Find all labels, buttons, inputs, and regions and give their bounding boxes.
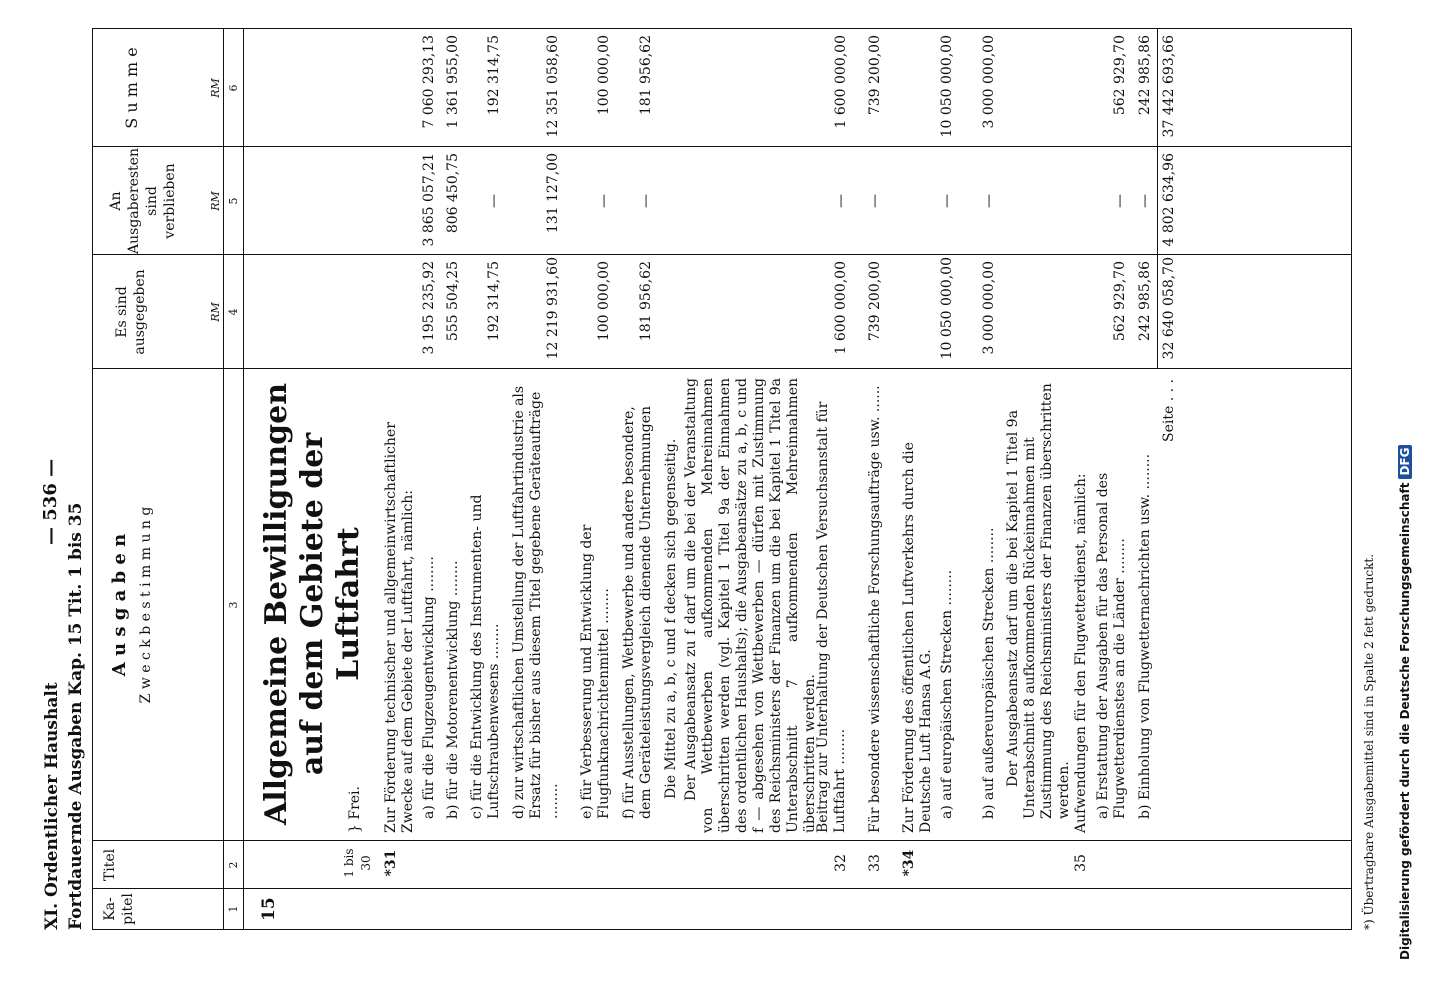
value-summe: 3 000 000,00: [981, 35, 997, 129]
unit-rm: RM: [209, 191, 222, 211]
value-ausgegeben: 1 600 000,00: [833, 261, 849, 355]
row-text: c) für die Entwicklung des Instrumenten- und Luftschraubenwesens ........: [469, 494, 502, 819]
header-haushalt: XI. Ordentlicher Haushalt: [42, 682, 62, 930]
value-reste: 806 450,75: [445, 153, 461, 234]
footnote: *) Übertragbare Ausgabemittel sind in Spalte 2 fett gedruckt.: [1362, 553, 1376, 930]
col-head-titel: Titel: [102, 848, 118, 882]
row-text: f) für Ausstellungen, Wettbewerbe und andere besondere, dem Geräteleistungsvergleich dienende Unternehmungen: [621, 405, 654, 819]
col-number: 1: [227, 905, 240, 913]
dfg-credit-text: Digitalisierung gefördert durch die Deutsche Forschungsgemeinschaft: [1398, 482, 1412, 960]
value-reste: —: [486, 194, 502, 208]
value-reste: —: [867, 194, 883, 208]
note-text: Der Ausgabeansatz zu f darf um die bei der Veranstaltung von Wettbewerben aufkommenden Mehreinnahmen überschritten werden (vgl. Kapitel 1 Titel 9a der Einnahmen des ordentlichen Haushalts); die Ausgabeansätze zu a, b, c und f — abgesehen von Wettbewerben — dürfen mit Zustimmung des Reichsministers der Finanzen um die bei Kapitel 1 Titel 9a Unterabschnitt 7 aufkommenden Mehreinnahmen überschritten werden.: [683, 378, 818, 833]
row-rule: [223, 29, 224, 929]
col-number: 4: [227, 308, 240, 316]
value-ausgegeben: 3 195 235,92: [421, 261, 437, 355]
row-text: Für besondere wissenschaftliche Forschungsaufträge usw. ......: [867, 385, 883, 833]
value-reste: —: [939, 194, 955, 208]
row-text: a) für die Flugzeugentwicklung ........: [421, 556, 437, 819]
row-text: Zur Förderung technischer und allgemeinwirtschaftlicher Zwecke auf dem Gebiete der Luftfahrt, nämlich:: [383, 422, 416, 833]
value-reste: —: [1137, 194, 1153, 208]
col-number: 2: [227, 861, 240, 869]
row-text: a) Erstattung der Ausgaben für das Personal des Flugwetterdienstes an die Länder ........: [1095, 472, 1128, 819]
value-summe: 192 314,75: [486, 35, 502, 116]
kapitel-number: 15: [259, 897, 279, 921]
value-ausgegeben: 192 314,75: [486, 261, 502, 342]
unit-rm: RM: [209, 302, 222, 322]
col-head-ausgegeben: Es sind ausgegeben: [114, 269, 148, 355]
row-text: b) für die Motorenentwicklung ........: [445, 560, 461, 819]
col-number: 6: [227, 84, 240, 92]
row-text: e) für Verbesserung und Entwicklung der Flugfunknachrichtenmittel ........: [579, 524, 612, 819]
value-ausgegeben: 3 000 000,00: [981, 261, 997, 355]
total-ausgegeben: 32 640 058,70: [1161, 257, 1177, 360]
value-reste: —: [596, 194, 612, 208]
titel-number: 33: [867, 854, 883, 872]
col-head-ausgabereste: An Ausgaberesten sind verblieben: [108, 148, 178, 254]
titel-number: 35: [1073, 854, 1089, 872]
row-text: Beitrag zur Unterhaltung der Deutschen Versuchsanstalt für Luftfahrt ........: [815, 401, 848, 833]
value-ausgegeben: 739 200,00: [867, 261, 883, 342]
col-number: 5: [227, 197, 240, 205]
row-text: b) Einholung von Flugwetternachrichten usw. ........: [1137, 453, 1153, 819]
value-ausgegeben: 555 504,25: [445, 261, 461, 342]
titel-number: *34: [901, 849, 917, 877]
value-summe: 181 956,62: [638, 35, 654, 116]
col-head-ausgaben: A u s g a b e n: [109, 533, 130, 677]
header-ausgaben: Fortdauernde Ausgaben Kap. 15 Tit. 1 bis 35: [66, 502, 86, 930]
value-reste: 131 127,00: [545, 153, 561, 234]
value-ausgegeben: 10 050 000,00: [939, 257, 955, 360]
row-text: } Frei.: [347, 786, 363, 833]
value-ausgegeben: 562 929,70: [1112, 261, 1128, 342]
note-text: Die Mittel zu a, b, c und f decken sich gegenseitig.: [663, 438, 679, 799]
total-label: Seite . . .: [1161, 379, 1177, 442]
row-text: Aufwendungen für den Flugwetterdienst, nämlich:: [1073, 473, 1089, 833]
value-summe: 242 985,86: [1137, 35, 1153, 116]
col-rule: [93, 888, 1351, 889]
col-head-kapitel: Ka-pitel: [102, 893, 136, 925]
value-summe: 1 361 955,00: [445, 35, 461, 129]
value-summe: 1 600 000,00: [833, 35, 849, 129]
note-text: Der Ausgabeansatz darf um die bei Kapitel 1 Titel 9a Unterabschnitt 8 aufkommenden Rückeinnahmen mit Zustimmung des Reichsministers der Finanzen überschritten werden.: [1005, 383, 1072, 819]
value-reste: 3 865 057,21: [421, 153, 437, 247]
value-summe: 739 200,00: [867, 35, 883, 116]
total-summe: 37 442 693,66: [1161, 35, 1177, 138]
row-text: b) auf außereuropäischen Strecken ........: [981, 527, 997, 819]
section-title: Allgemeine Bewilligungen auf dem Gebiete der Luftfahrt: [259, 382, 366, 826]
row-text: a) auf europäischen Strecken ........: [939, 569, 955, 819]
value-summe: 12 351 058,60: [545, 35, 561, 138]
col-head-zweck: Z w e c k b e s t i m m u n g: [138, 506, 154, 704]
value-reste: —: [638, 194, 654, 208]
col-rule: [93, 840, 1351, 841]
row-text: d) zur wirtschaftlichen Umstellung der Luftfahrtindustrie als Ersatz für bisher aus diesem Titel gegebene Geräteaufträge ........: [511, 385, 561, 819]
value-ausgegeben: 100 000,00: [596, 261, 612, 342]
value-summe: 7 060 293,13: [421, 35, 437, 129]
unit-rm: RM: [209, 78, 222, 98]
value-reste: —: [1112, 194, 1128, 208]
col-number: 3: [227, 601, 240, 609]
value-reste: —: [981, 194, 997, 208]
titel-number: 1 bis 30: [342, 848, 373, 878]
titel-number: 32: [833, 854, 849, 872]
titel-number: *31: [383, 849, 399, 877]
value-summe: 100 000,00: [596, 35, 612, 116]
value-reste: —: [833, 194, 849, 208]
budget-table: [92, 28, 1352, 930]
value-summe: 10 050 000,00: [939, 35, 955, 138]
total-reste: 4 802 634,96: [1161, 153, 1177, 247]
value-ausgegeben: 181 956,62: [638, 261, 654, 342]
row-rule: [243, 29, 244, 929]
dfg-logo: DFG: [1398, 445, 1412, 479]
total-rule: [1157, 29, 1158, 369]
row-text: Zur Förderung des öffentlichen Luftverkehrs durch die Deutsche Luft Hansa A.G.: [901, 442, 934, 833]
value-ausgegeben: 242 985,86: [1137, 261, 1153, 342]
col-head-summe: S u m m e: [122, 47, 141, 129]
dfg-credit: [1398, 445, 1412, 960]
value-summe: 562 929,70: [1112, 35, 1128, 116]
value-ausgegeben: 12 219 931,60: [545, 257, 561, 360]
page-number: — 536 —: [40, 458, 61, 545]
